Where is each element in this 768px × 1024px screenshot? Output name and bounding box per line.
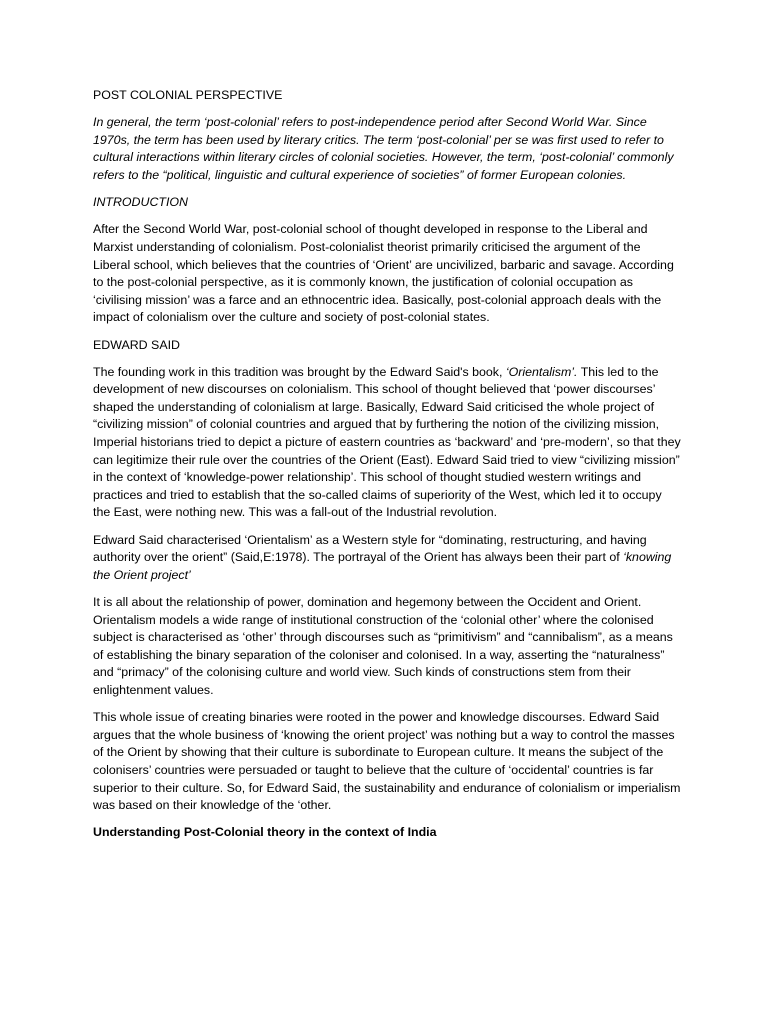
orientalism-book-title: ‘Orientalism’.	[505, 364, 578, 379]
knowing-orient-project-phrase: ‘knowing the Orient project’	[93, 550, 672, 582]
intro-paragraph: In general, the term ‘post-colonial’ refers to post-independence period after Second World War. Since 1970s, the term has been used by literary critics. The term ‘post-colonial’ per se was first used to refer to cultural interactions within literary circles of colonial societies. However, the term, ‘post-colonial’ commonly refers to the “political, linguistic and cultural experience of societies” of former European colonies.	[93, 115, 674, 182]
document-title: POST COLONIAL PERSPECTIVE	[93, 88, 283, 102]
said-paragraph-1	[93, 364, 681, 522]
said-paragraph-4: This whole issue of creating binaries were rooted in the power and knowledge discourses. Edward Said argues that the whole business of ‘knowing the orient project’ was nothing but a way to control the masses of the Orient by showing that their culture is subordinate to European culture. It means the subject of the colonisers’ countries were persuaded or taught to believe that the culture of ‘occidental’ countries is far superior to their culture. So, for Edward Said, the sustainability and endurance of colonialism or imperialism was based on their knowledge of the ‘other.	[93, 710, 681, 813]
document-page	[93, 87, 681, 852]
section-heading-edward-said: EDWARD SAID	[93, 337, 180, 352]
said-paragraph-1-text-b: This led to the development of new discourses on colonialism. This school of thought believed that ‘power discourses’ shaped the understanding of colonialism at large. Basically, Edward Said criticised the whole project of “civilizing mission” of colonial countries and argued that by furthering the notion of the civilizing mission, Imperial historians tried to depict a picture of eastern countries as ‘backward’ and ‘pre-modern’, so that they can legitimize their rule over the countries of the Orient (East). Edward Said tried to view “civilizing mission” in the context of ‘knowledge-power relationship’. This school of thought studied western writings and practices and tried to establish that the so-called claims of superiority of the West, which led it to occupy the East, were nothing new. This was a fall-out of the Industrial revolution.	[93, 364, 681, 520]
section-heading-introduction: INTRODUCTION	[93, 195, 188, 210]
section-heading-india: Understanding Post-Colonial theory in the context of India	[93, 825, 437, 840]
said-paragraph-1-text-a: The founding work in this tradition was brought by the Edward Said's book,	[93, 364, 506, 379]
said-paragraph-2	[93, 532, 681, 585]
said-paragraph-3: It is all about the relationship of power, domination and hegemony between the Occident and Orient. Orientalism models a wide range of institutional construction of the ‘colonial other’ where the colonised subject is characterised as ‘other’ through discourses such as “primitivism” and “cannibalism”, as a means of establishing the binary separation of the coloniser and colonised. In a way, asserting the “naturalness” and “primacy” of the colonising culture and world view. Such kinds of constructions stem from their enlightenment values.	[93, 595, 673, 697]
said-paragraph-2-text: Edward Said characterised ‘Orientalism’ as a Western style for “dominating, restructuring, and having authority over the orient” (Said,E:1978). The portrayal of the Orient has always been their part of	[93, 532, 647, 565]
introduction-paragraph: After the Second World War, post-colonial school of thought developed in response to the Liberal and Marxist understanding of colonialism. Post-colonialist theorist primarily criticised the argument of the Liberal school, which believes that the countries of ‘Orient’ are uncivilized, barbaric and savage. According to the post-colonial perspective, as it is commonly known, the justification of colonial occupation as ‘civilising mission’ was a farce and an ethnocentric idea. Basically, post-colonial approach deals with the impact of colonialism over the culture and society of post-colonial states.	[93, 222, 674, 325]
